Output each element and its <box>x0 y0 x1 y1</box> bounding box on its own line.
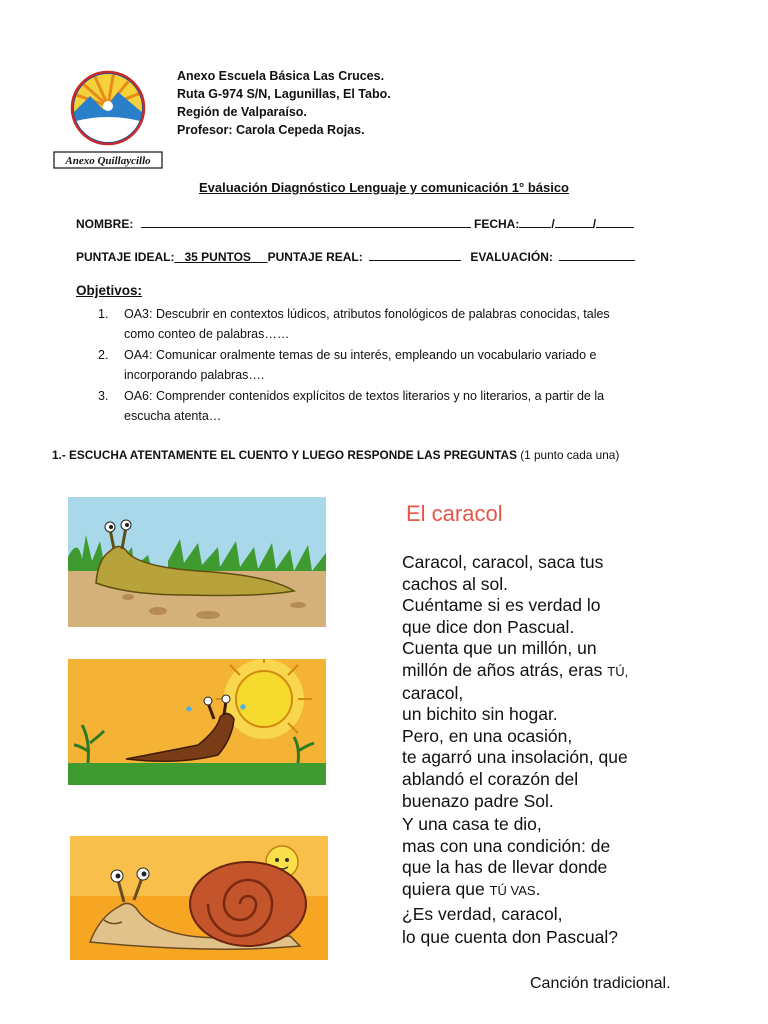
evaluation-field[interactable] <box>559 248 635 261</box>
question-points: (1 punto cada una) <box>516 448 620 462</box>
poem-line: ¿Es verdad, caracol, <box>402 903 563 924</box>
objective-item <box>98 345 688 385</box>
objective-text: como conteo de palabras…… <box>124 327 290 341</box>
poem-line: que la has de llevar donde <box>402 857 608 878</box>
score-ideal-value: 35 PUNTOS <box>184 250 251 264</box>
question-text: 1.- ESCUCHA ATENTAMENTE EL CUENTO Y LUEGO RESPONDE LAS PREGUNTAS <box>52 448 517 462</box>
score-real-field[interactable] <box>369 248 461 261</box>
date-month-field[interactable] <box>555 215 593 228</box>
objective-text: OA6: Comprender contenidos explícitos de textos literarios y no literarios, a partir de la <box>124 389 605 403</box>
poem-text <box>402 552 628 949</box>
date-label: FECHA: <box>474 217 520 231</box>
poem-line: quiera que TÚ VAS. <box>402 878 541 899</box>
poem-line: millón de años atrás, eras TÚ, <box>402 659 629 680</box>
poem-line: cachos al sol. <box>402 573 509 594</box>
poem-line: Cuenta que un millón, un <box>402 638 597 659</box>
score-ideal-label: PUNTAJE IDEAL: <box>76 250 175 264</box>
snail-shell-illustration <box>70 836 328 960</box>
poem-line: Y una casa te dio, <box>402 814 542 835</box>
name-label: NOMBRE: <box>76 217 134 231</box>
poem-credit: Canción tradicional. <box>530 975 671 992</box>
poem-line: caracol, <box>402 682 464 703</box>
objectives-list <box>98 304 688 427</box>
school-header <box>177 67 391 139</box>
objective-number: 3. <box>98 389 109 403</box>
objective-text: OA3: Descubrir en contextos lúdicos, atributos fonológicos de palabras conocidas, tales <box>124 307 610 321</box>
poem-title: El caracol <box>406 501 503 526</box>
objective-item <box>98 386 688 426</box>
school-address: Ruta G-974 S/N, Lagunillas, El Tabo. <box>177 87 391 101</box>
objective-number: 2. <box>98 348 109 362</box>
poem-line: Caracol, caracol, saca tus <box>402 552 604 572</box>
question-instruction <box>52 448 619 462</box>
poem-line: un bichito sin hogar. <box>402 704 558 725</box>
slug-grass-illustration <box>68 497 326 627</box>
slug-sun-illustration <box>68 659 326 785</box>
school-logo <box>52 66 164 170</box>
evaluation-label: EVALUACIÓN: <box>470 250 553 264</box>
logo-text: Anexo Quillaycillo <box>65 155 151 167</box>
name-date-row <box>76 215 634 231</box>
score-row <box>76 248 635 264</box>
evaluation-title: Evaluación Diagnóstico Lenguaje y comunicación 1° básico <box>198 180 570 195</box>
date-separator: / <box>592 217 597 231</box>
name-field[interactable] <box>141 215 471 228</box>
poem-line: que dice don Pascual. <box>402 616 575 637</box>
school-region: Región de Valparaíso. <box>177 105 307 119</box>
poem-line: mas con una condición: de <box>402 835 611 856</box>
poem-line: Pero, en una ocasión, <box>402 725 573 746</box>
poem-line: te agarró una insolación, que <box>402 747 628 768</box>
objective-text: OA4: Comunicar oralmente temas de su interés, empleando un vocabulario variado e <box>124 348 597 362</box>
date-separator: / <box>551 217 555 231</box>
objective-number: 1. <box>98 307 109 321</box>
objective-text: incorporando palabras…. <box>124 368 265 382</box>
poem-line: Cuéntame si es verdad lo <box>402 595 601 616</box>
objective-text: escucha atenta… <box>124 409 222 423</box>
poem-line: buenazo padre Sol. <box>402 790 554 811</box>
date-year-field[interactable] <box>596 215 634 228</box>
poem-line: ablandó el corazón del <box>402 768 579 789</box>
teacher-name: Profesor: Carola Cepeda Rojas. <box>177 123 365 137</box>
objective-item <box>98 304 688 344</box>
poem-line: lo que cuenta don Pascual? <box>402 927 618 948</box>
date-day-field[interactable] <box>519 215 551 228</box>
school-name: Anexo Escuela Básica Las Cruces. <box>177 69 385 83</box>
score-real-label: PUNTAJE REAL: <box>267 250 363 264</box>
objectives-title: Objetivos: <box>76 283 143 298</box>
